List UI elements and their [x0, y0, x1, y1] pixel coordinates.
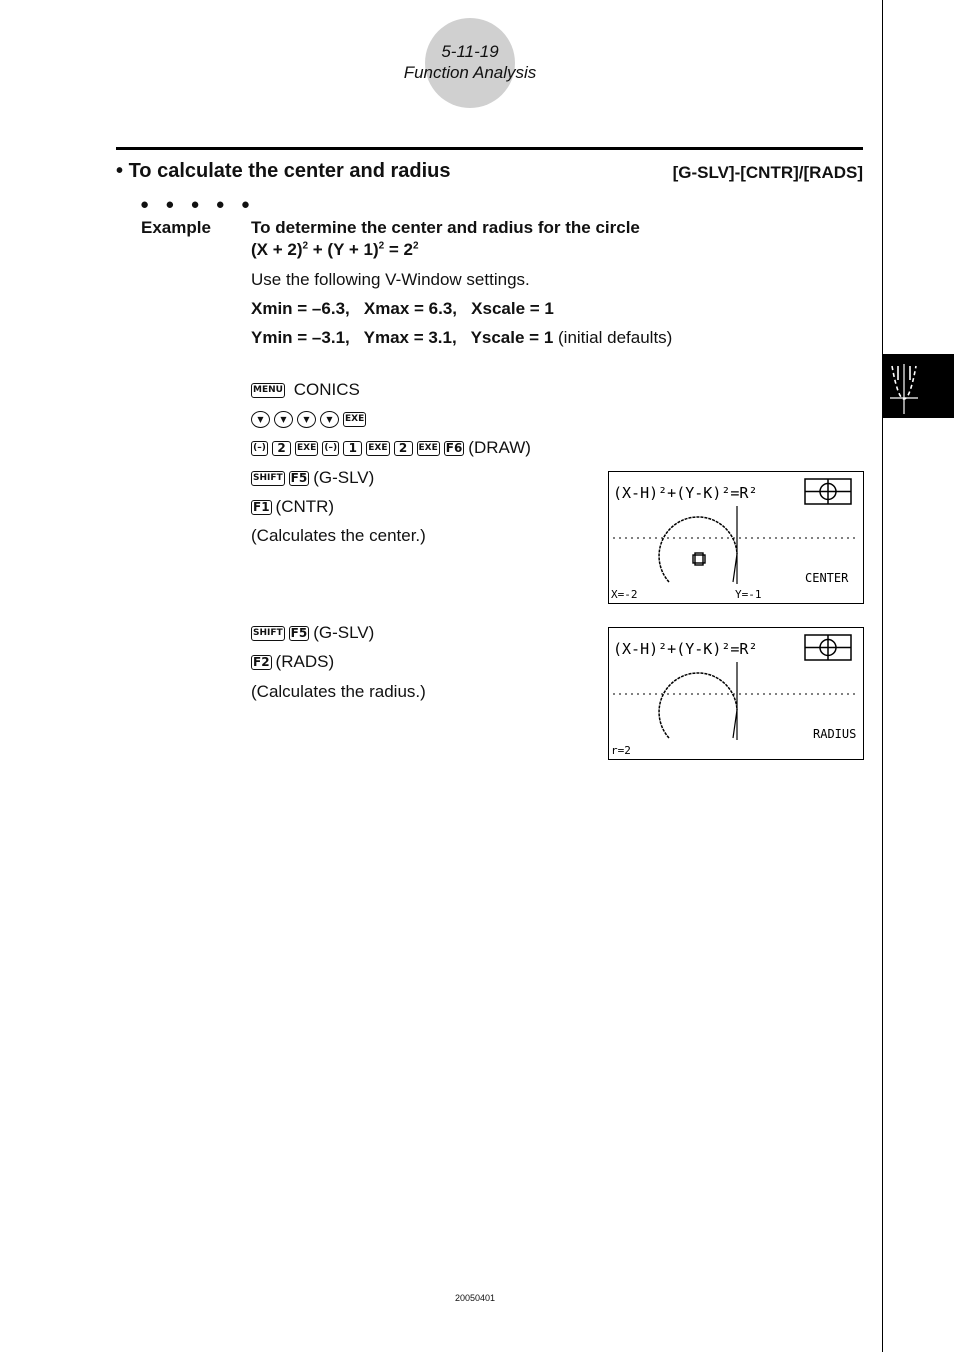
- one-key: 1: [343, 441, 362, 456]
- shift-key: SHIFT: [251, 626, 285, 641]
- shift-key: SHIFT: [251, 471, 285, 486]
- screen-label: CENTER: [805, 571, 849, 585]
- step-menu: MENU CONICS: [253, 380, 360, 399]
- example-equation: $(X + 2)^2 + (Y + 1)^2 = 2^2$: [251, 240, 419, 259]
- down-key: ▼: [297, 411, 316, 428]
- f1-key: F1: [253, 500, 270, 515]
- y-readout: Y=-1: [735, 588, 762, 601]
- exe-key: EXE: [417, 441, 440, 456]
- vwindow-y: Ymin = –3.1, Ymax = 3.1, Yscale = 1 (initial defaults): [251, 328, 673, 347]
- center-cursor-icon: [693, 553, 705, 565]
- calc-screen-center: [608, 471, 864, 604]
- step-gslv-1: SHIFT F5 (G-SLV): [253, 468, 375, 487]
- section-title: Function Analysis: [403, 63, 537, 82]
- neg-key: (–): [322, 441, 339, 456]
- calc-screen-radius: [608, 627, 864, 760]
- exe-key: EXE: [343, 412, 366, 427]
- menu-key: MENU: [251, 383, 285, 398]
- exe-key: EXE: [366, 441, 389, 456]
- f6-key: F6: [445, 441, 463, 456]
- screen-equation: (X-H)²+(Y-K)²=R²: [613, 484, 758, 502]
- step-cntr: F1 (CNTR): [253, 497, 335, 516]
- key-sequence: [G-SLV]-[CNTR]/[RADS]: [672, 163, 863, 182]
- two-key: 2: [272, 441, 291, 456]
- f2-key: F2: [253, 655, 270, 670]
- down-key: ▼: [274, 411, 293, 428]
- example-label: Example: [141, 218, 211, 237]
- step-rads: F2 (RADS): [253, 652, 335, 671]
- section-heading: • To calculate the center and radius: [116, 160, 451, 182]
- margin-line: [882, 0, 883, 1352]
- step-select: [251, 409, 370, 429]
- exe-key: EXE: [295, 441, 318, 456]
- step-gslv-2: SHIFT F5 (G-SLV): [253, 623, 375, 642]
- example-dots: ● ● ● ● ●: [140, 196, 256, 213]
- example-intro: Use the following V-Window settings.: [251, 270, 530, 289]
- f5-key: F5: [290, 471, 308, 486]
- neg-key: (–): [251, 441, 268, 456]
- page-number: 5-11-19: [441, 42, 499, 61]
- example-heading: To determine the center and radius for the circle: [251, 218, 640, 237]
- r-readout: r=2: [611, 744, 631, 757]
- chapter-tab: [882, 354, 954, 418]
- down-key: ▼: [251, 411, 270, 428]
- screen-equation: (X-H)²+(Y-K)²=R²: [613, 640, 758, 658]
- step-enter-values: (–) 2 EXE (–) 1 EXE 2 EXE F6 (DRAW): [251, 438, 531, 458]
- f5-key: F5: [290, 626, 308, 641]
- vwindow-x: Xmin = –6.3, Xmax = 6.3, Xscale = 1: [251, 299, 554, 318]
- footer-code: 20050401: [454, 1293, 496, 1303]
- screen-label: RADIUS: [813, 727, 857, 741]
- x-readout: X=-2: [611, 588, 638, 601]
- title-rule: [116, 147, 863, 150]
- down-key: ▼: [320, 411, 339, 428]
- step-calc-radius: (Calculates the radius.): [251, 682, 426, 701]
- two-key: 2: [394, 441, 413, 456]
- step-calc-center: (Calculates the center.): [251, 526, 426, 545]
- parabola-icon: [882, 354, 954, 418]
